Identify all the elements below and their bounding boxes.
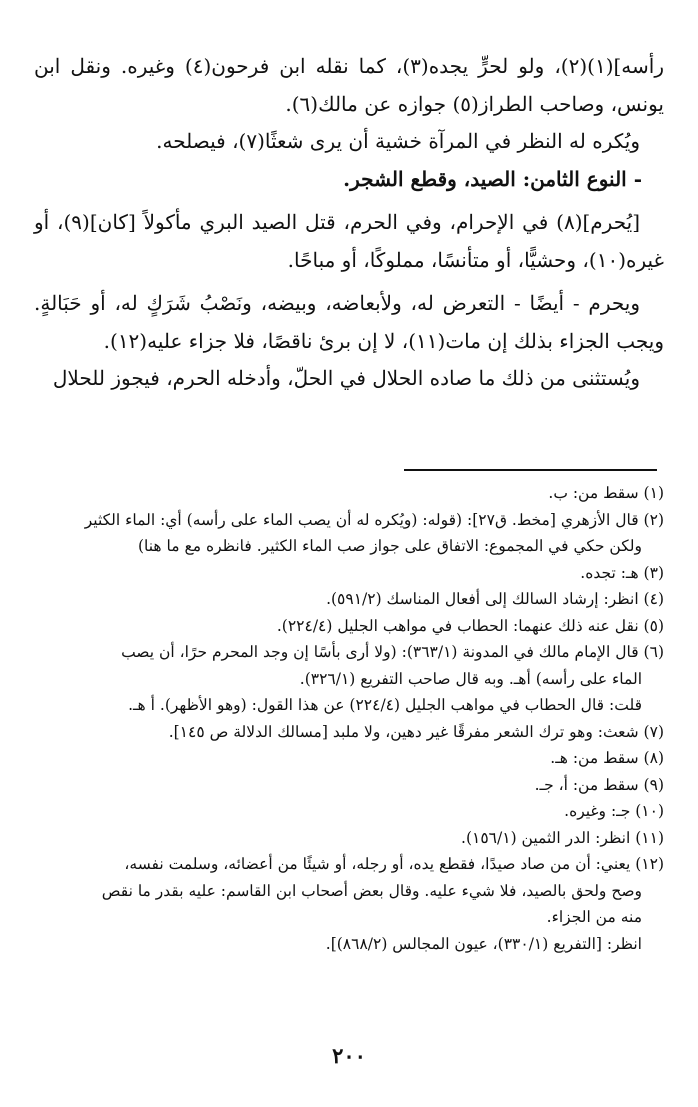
footnote-12-reference: انظر: [التفريع (٣٣٠/١)، عيون المجالس (٨٦٨/٢)]. bbox=[325, 934, 642, 953]
footnote-2-continued: ولكن حكي في المجموع: الاتفاق على جواز صب الماء الكثير. فانظره مع ما هنا) bbox=[137, 537, 642, 555]
paragraph-2: ويُكره له النظر في المرآة خشية أن يرى شعثًا(٧)، فيصلحه. bbox=[156, 129, 640, 153]
footnote-10: (١٠) جـ: وغيره. bbox=[564, 802, 664, 820]
footnote-5: (٥) نقل عنه ذلك عنهما: الحطاب في مواهب الجليل (٢٢٤/٤). bbox=[276, 616, 664, 635]
footnote-6-continued: الماء على رأسه) أهـ. وبه قال صاحب التفريع (٣٢٦/١). bbox=[299, 669, 642, 688]
footnote-11: (١١) انظر: الدر الثمين (١٥٦/١). bbox=[461, 828, 664, 847]
paragraph-3: [يُحرم](٨) في الإحرام، وفي الحرم، قتل الصيد البري مأكولاً [كان](٩)، أو غيره(١٠)، وحشيًّا، أو متأنسًا، مملوكًا، أو مباحًا. bbox=[34, 210, 664, 272]
footnote-4: (٤) انظر: إرشاد السالك إلى أفعال المناسك (٥٩١/٢). bbox=[326, 590, 664, 608]
footnote-8: (٨) سقط من: هـ. bbox=[550, 749, 664, 767]
footnotes bbox=[34, 480, 664, 957]
paragraph-4: ويحرم - أيضًا - التعرض له، ولأبعاضه، وبيضه، ونَصْبُ شَرَكٍ له، أو حَبَالةٍ. ويجب الجزاء بذلك إن مات(١١)، لا إن برئ ناقصًا، فلا جزاء عليه(١٢). bbox=[34, 291, 664, 353]
footnote-12-continued: وصح ولحق بالصيد، فلا شيء عليه. وقال بعض أصحاب ابن القاسم: عليه بقدر ما نقص bbox=[101, 881, 642, 900]
footnote-2: (٢) قال الأزهري [مخط. ق٢٧]: (قوله: (ويُكره له أن يصب الماء على رأسه) أي: الماء الكثير bbox=[84, 510, 664, 529]
footnote-separator bbox=[404, 469, 657, 471]
footnote-9: (٩) سقط من: أ، جـ. bbox=[534, 775, 664, 794]
footnote-1: (١) سقط من: ب. bbox=[548, 484, 664, 502]
footnote-3: (٣) هـ: تجده. bbox=[580, 563, 664, 582]
paragraph-1: رأسه](١)(٢)، ولو لحرٍّ يجده(٣)، كما نقله ابن فرحون(٤) وغيره. ونقل ابن يونس، وصاحب الطراز(٥) جوازه عن مالك(٦). bbox=[34, 54, 664, 116]
main-text bbox=[34, 48, 664, 398]
footnote-12-continued-2: منه من الجزاء. bbox=[546, 908, 642, 926]
footnote-6: (٦) قال الإمام مالك في المدونة (٣٦٣/١): (ولا أرى بأسًا إن وجد المحرم حرًا، أن يصب bbox=[121, 643, 664, 661]
footnote-7: (٧) شعث: وهو ترك الشعر مفرقًا غير دهين، ولا ملبد [مسالك الدلالة ص ١٤٥]. bbox=[168, 722, 664, 741]
footnote-12: (١٢) يعني: أن من صاد صيدًا، فقطع يده، أو رجله، أو شيئًا من أعضائه، وسلمت نفسه، bbox=[124, 855, 664, 873]
page-number: ٢٠٠ bbox=[332, 1043, 366, 1068]
paragraph-5: ويُستثنى من ذلك ما صاده الحلال في الحلّ، وأدخله الحرم، فيجوز للحلال bbox=[52, 366, 640, 390]
footnote-6-comment: قلت: قال الحطاب في مواهب الجليل (٢٢٤/٤) عن هذا القول: (وهو الأظهر). أ هـ. bbox=[128, 696, 642, 714]
section-heading: - النوع الثامن: الصيد، وقطع الشجر. bbox=[343, 166, 642, 191]
